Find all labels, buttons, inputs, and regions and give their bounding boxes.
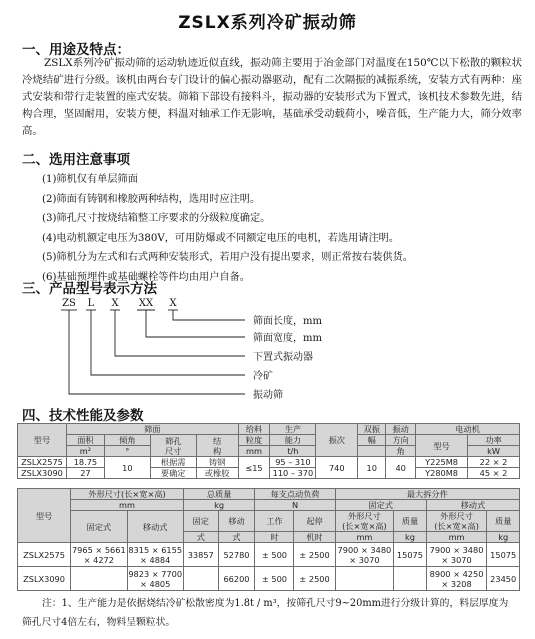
table-cell [335, 567, 394, 591]
note-item: (5)筛机分为左式和右式两种安装形式，若用户没有提出要求，则正常按右装供货。 [42, 252, 413, 263]
table-cell [183, 567, 218, 591]
table-cell: 66200 [218, 567, 255, 591]
code-zs: ZS [62, 298, 76, 309]
table-cell: 52780 [218, 543, 255, 567]
header-feed-unit: mm [238, 446, 270, 457]
header-work: 工作 [255, 511, 294, 532]
header-direction-unit: 角 [386, 446, 416, 457]
table-cell: 铸钢 [196, 457, 238, 468]
header-area: 面积 [66, 435, 104, 446]
note-item: (3)筛孔尺寸按烧结箱整工序要求的分级粒度确定。 [42, 213, 271, 224]
footnote: 注：1、生产能力是依据烧结冷矿松散密度为1.8t / m³，按筛孔尺寸9~20mm进行分级计算的，料层厚度为筛孔尺寸4倍左右，物料呈颗粒状。 [22, 598, 509, 628]
header-mass-unit-fixed: kg [394, 532, 427, 543]
header-motor: 电动机 [416, 424, 520, 435]
table-cell: 18.75 [66, 457, 104, 468]
header-capacity-unit: t/h [270, 446, 316, 457]
table-cell: 45 × 2 [468, 468, 520, 479]
table-cell [394, 567, 427, 591]
header-part-mobile: 移动式 [426, 500, 519, 511]
table-cell: 10 [104, 457, 150, 479]
header-work-2: 时 [255, 532, 294, 543]
header-weight-mobile: 移动 [218, 511, 255, 532]
table-cell: ± 500 [255, 543, 294, 567]
table-cell: 8900 × 4250 × 3208 [426, 567, 487, 591]
table-cell: ± 500 [255, 567, 294, 591]
model-code-leader-lines [61, 310, 245, 394]
header-model: 型号 [18, 489, 71, 543]
table-cell: ZSLX2575 [18, 543, 71, 567]
page-title: ZSLX系列冷矿振动筛 [178, 13, 357, 33]
header-direction: 振动 [386, 424, 416, 435]
header-feed: 给料 [238, 424, 270, 435]
header-area-unit: m² [66, 446, 104, 457]
table-cell: 95 – 310 [270, 457, 316, 468]
table-cell: 27 [66, 468, 104, 479]
label-vibrator: 下置式振动器 [253, 352, 313, 363]
table-cell: Y225M8 [416, 457, 468, 468]
table-cell: ± 2500 [294, 543, 335, 567]
table-cell: 740 [316, 457, 358, 479]
table-cell: 要确定 [150, 468, 196, 479]
header-power-unit: kW [468, 446, 520, 457]
usage-paragraph: ZSLX系列冷矿振动筛的运动轨迹近似直线，振动筛主要用于冶金部门对温度在150℃以下松散的颗粒状冷烧结矿进行分级。该机由两台专门设计的偏心振动器驱动，配有二次隔振的减振系统，安装方式有两种：座式安装和带行走装置的座式安装。筛箱下部设有接料斗，振动器的安装形式为下置式，该机技术参数先进，结构合理，坚固耐用，安装方便，料温对轴承工作无影响，基础承受动载荷小，噪音低，生产能力大，筛分效率高。 [22, 57, 522, 137]
table-cell: 15075 [487, 543, 520, 567]
label-width: 筛面宽度，mm [253, 333, 322, 344]
header-weight-fixed-2: 式 [183, 532, 218, 543]
code-l: L [87, 298, 95, 309]
header-mass-fixed: 质量 [394, 511, 427, 532]
table-cell: ZSLX3090 [18, 567, 71, 591]
section-heading-model: 三、产品型号表示方法 [22, 281, 157, 297]
table-cell: 23450 [487, 567, 520, 591]
table-cell: 8315 × 6155 × 4884 [128, 544, 183, 565]
note-item: (6)基础预埋件或基础螺栓等件均由用户自备。 [42, 271, 250, 283]
header-force: 每支点动负荷 [255, 489, 335, 500]
header-force-unit: N [255, 500, 335, 511]
header-motor-type: 型号 [416, 435, 468, 457]
header-start: 起停 [294, 511, 335, 532]
header-direction-2: 方向 [386, 435, 416, 446]
table-cell: Y280M8 [416, 468, 468, 479]
header-outer-unit: mm [71, 500, 184, 511]
header-feed-2: 粒度 [238, 435, 270, 446]
table-cell: 40 [386, 457, 416, 479]
header-amplitude-unit [358, 446, 386, 457]
note-item: (2)筛面有铸钢和橡胶两种结构，选用时应注明。 [42, 193, 261, 205]
table-cell: 根据需 [150, 457, 196, 468]
header-capacity-2: 能力 [270, 435, 316, 446]
header-dim-mobile: 外形尺寸 (长×宽×高) [426, 511, 487, 532]
header-angle-unit: ° [104, 446, 150, 457]
header-dim-fixed: 外形尺寸 (长×宽×高) [335, 511, 394, 532]
header-weight-unit: kg [183, 500, 255, 511]
spec-table-2 [17, 488, 520, 591]
header-weight-mobile-2: 式 [218, 532, 255, 543]
header-structure: 结 构 [196, 435, 238, 457]
header-max-part: 最大拆分件 [335, 489, 519, 500]
table-cell: ≤15 [238, 457, 270, 479]
section-heading-notes: 二、选用注意事项 [22, 152, 130, 168]
notes-list [42, 170, 413, 287]
code-x-length: X [169, 298, 177, 309]
table-cell: 10 [358, 457, 386, 479]
table-cell: 7900 × 3480 × 3070 [426, 543, 487, 567]
code-x: X [111, 298, 119, 309]
header-outer: 外形尺寸(长×宽×高) [71, 489, 184, 500]
table-cell: 或橡胶 [196, 468, 238, 479]
table-cell: ± 2500 [294, 567, 335, 591]
header-dim-unit-mobile: mm [426, 532, 487, 543]
spec-table-1 [17, 423, 520, 479]
header-mass-unit-mobile: kg [487, 532, 520, 543]
table-cell: 7900 × 3480 × 3070 [335, 543, 394, 567]
header-dim-unit-fixed: mm [335, 532, 394, 543]
header-amplitude-2: 幅 [358, 435, 386, 446]
header-power: 功率 [468, 435, 520, 446]
header-model: 型号 [18, 424, 67, 457]
table-cell: 7965 × 5661 × 4272 [71, 544, 126, 565]
header-start-2: 机时 [294, 532, 335, 543]
table-cell: 15075 [394, 543, 427, 567]
header-outer-mobile: 移动式 [127, 511, 183, 543]
header-mass-mobile: 质量 [487, 511, 520, 532]
header-frequency: 振次 [316, 424, 358, 457]
note-item: (4)电动机额定电压为380V，可用防爆或不同额定电压的电机，若选用请注明。 [42, 232, 400, 244]
header-amplitude: 双振 [358, 424, 386, 435]
header-outer-fixed: 固定式 [71, 511, 127, 543]
header-angle: 倾角 [104, 435, 150, 446]
header-capacity: 生产 [270, 424, 316, 435]
table-cell: 22 × 2 [468, 457, 520, 468]
table-cell: 9823 × 7700 × 4805 [128, 568, 183, 589]
label-cold-ore: 冷矿 [253, 371, 273, 382]
header-weight: 总质量 [183, 489, 255, 500]
section-heading-specs: 四、技术性能及参数 [22, 408, 144, 424]
header-screen: 筛面 [66, 424, 238, 435]
header-part-fixed: 固定式 [335, 500, 426, 511]
table-cell: 33857 [183, 543, 218, 567]
table-cell [71, 567, 127, 591]
table-cell: ZSLX2575 [18, 457, 67, 468]
code-xx: XX [138, 298, 154, 309]
label-screen: 振动筛 [253, 390, 283, 401]
header-weight-fixed: 固定 [183, 511, 218, 532]
section-heading-usage: 一、用途及特点： [22, 42, 130, 58]
label-length: 筛面长度，mm [253, 316, 322, 327]
model-code-diagram [0, 290, 535, 405]
table-cell: ZSLX3090 [18, 468, 67, 479]
note-item: (1)筛机仅有单层筛面 [42, 174, 138, 185]
header-hole: 筛孔 尺寸 [150, 435, 196, 457]
table-cell: 110 – 370 [270, 468, 316, 479]
